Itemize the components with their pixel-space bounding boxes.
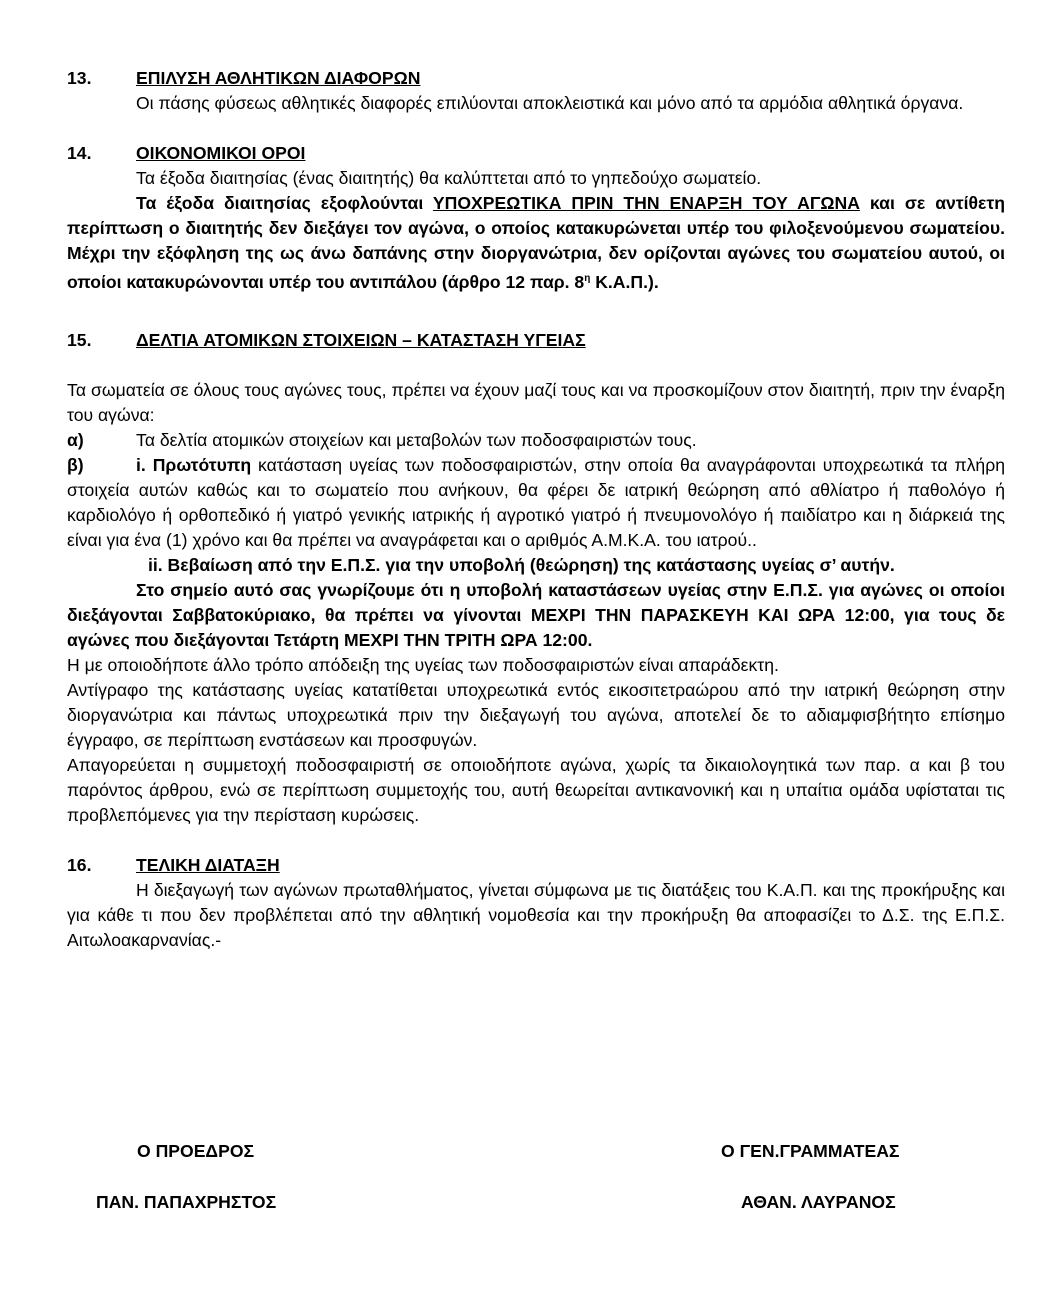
section-title: ΟΙΚΟΝΟΜΙΚΟΙ ΟΡΟΙ [136,143,306,163]
section-13-text: Οι πάσης φύσεως αθλητικές διαφορές επιλύονται αποκλειστικά και μόνο από τα αρμόδια αθλητικά όργανα. [136,93,964,113]
original-emphasis: i. Πρωτότυπη [136,454,252,475]
document-page [67,66,1005,953]
section-14-paragraph-2 [67,191,1005,295]
item-text: Τα δελτία ατομικών στοιχείων και μεταβολών των ποδοσφαιριστών τους. [136,429,697,450]
section-13-heading [67,66,1005,91]
section-14-paragraph-1: Τα έξοδα διαιτησίας (ένας διαιτητής) θα καλύπτεται από το γηπεδούχο σωματείο. [136,168,762,188]
section-number: 16. [67,854,92,875]
section-16-heading [67,853,1005,878]
list-item-b-ii: ii. Βεβαίωση από την Ε.Π.Σ. για την υποβολή (θεώρηση) της κατάστασης υγείας σ’ αυτήν. [148,554,895,575]
section-number: 14. [67,143,92,163]
item-text: κατάσταση υγείας των ποδοσφαιριστών, στην οποία θα αναγράφονται υποχρεωτικά τα πλήρη στοιχεία αυτών καθώς και το σωματείο που ανήκουν, θα φέρει δε ιατρική θεώρηση από αθλίατρο ή παθολόγο ή καρδιολόγο ή ορθοπεδικό ή γιατρό γενικής ιατρικής ή αγροτικό γιατρό ή πνευμονολόγο ή παιδίατρο και η διάρκειά της είναι για ένα (1) χρόνο και θα πρέπει να αναγράφεται και ο αριθμός Α.Μ.Κ.Α. του ιατρού.. [67,454,1005,550]
secretary-role: Ο ΓΕΝ.ΓΡΑΜΜΑΤΕΑΣ [721,1141,900,1161]
president-name: ΠΑΝ. ΠΑΠΑΧΡΗΣΤΟΣ [96,1192,277,1212]
section-15-heading [67,328,1005,353]
ordinal-superscript: η [584,273,591,284]
section-title: ΕΠΙΛΥΣΗ ΑΘΛΗΤΙΚΩΝ ΔΙΑΦΟΡΩΝ [136,68,421,88]
list-item-b [67,453,1005,553]
section-15-other-proof: Η με οποιοδήποτε άλλο τρόπο απόδειξη της υγείας των ποδοσφαιριστών είναι απαράδεκτη. [67,654,779,675]
item-label: β) [67,454,84,475]
secretary-name: ΑΘΑΝ. ΛΑΥΡΑΝΟΣ [741,1192,896,1212]
list-item-a [67,428,1005,453]
section-14-heading [67,141,1005,166]
submission-deadline-notice: Στο σημείο αυτό σας γνωρίζουμε ότι η υποβολή καταστάσεων υγείας στην Ε.Π.Σ. για αγώνες οι οποίοι διεξάγονται Σαββατοκύριακο, θα πρέπει να γίνονται ΜΕΧΡΙ ΤΗΝ ΠΑΡΑΣΚΕΥΗ ΚΑΙ ΩΡΑ 12:00, για τους δε αγώνες που διεξάγονται Τετάρτη ΜΕΧΡΙ ΤΗΝ ΤΡΙΤΗ ΩΡΑ 12:00. [67,579,1005,650]
payment-clause-end: Κ.Α.Π.). [590,271,659,292]
president-role: Ο ΠΡΟΕΔΡΟΣ [137,1141,255,1161]
section-15-intro: Τα σωματεία σε όλους τους αγώνες τους, πρέπει να έχουν μαζί τους και να προσκομίζουν στον διαιτητή, πριν την έναρξη του αγώνα: [67,379,1005,425]
section-15-copy-clause: Αντίγραφο της κατάστασης υγείας κατατίθεται υποχρεωτικά εντός εικοσιτετραώρου από την ιατρική θεώρηση στην διοργανώτρια και πάντως υποχρεωτικά πριν την διεξαγωγή του αγώνα, αποτελεί δε το αδιαμφισβήτητο επίσημο έγγραφο, σε περίπτωση ενστάσεων και προσφυγών. [67,679,1005,750]
section-title: ΔΕΛΤΙΑ ΑΤΟΜΙΚΩΝ ΣΤΟΙΧΕΙΩΝ – ΚΑΤΑΣΤΑΣΗ ΥΓΕΙΑΣ [136,329,586,350]
payment-clause-rest: και σε αντίθετη περίπτωση ο διαιτητής δεν διεξάγει τον αγώνα, ο οποίος κατακυρώνεται υπέρ του φιλοξενούμενου σωματείου. Μέχρι την εξόφληση της ως άνω δαπάνης στην διοργανώτρια, δεν ορίζονται αγώνες του σωματείου αυτού, οι οποίοι κατακυρώνονται υπέρ του αντιπάλου (άρθρο 12 παρ. 8 [67,193,1006,292]
section-16-text: Η διεξαγωγή των αγώνων πρωταθλήματος, γίνεται σύμφωνα με τις διατάξεις του Κ.Α.Π. και της προκήρυξης και για κάθε τι που δεν προβλέπεται από την αθλητική νομοθεσία και την προκήρυξη θα αποφασίζει το Δ.Σ. της Ε.Π.Σ. Αιτωλοακαρνανίας.- [67,879,1005,950]
item-label: α) [67,429,84,450]
section-number: 13. [67,68,92,88]
payment-clause-start: Τα έξοδα διαιτησίας εξοφλούνται [136,193,433,213]
section-15-ban-clause: Απαγορεύεται η συμμετοχή ποδοσφαιριστή σε οποιοδήποτε αγώνα, χωρίς τα δικαιολογητικά των παρ. α και β του παρόντος άρθρου, ενώ σε περίπτωση συμμετοχής του, αυτή θεωρείται αντικανονική και η υπαίτια ομάδα υφίσταται τις προβλεπόμενες για την περίσταση κυρώσεις. [67,754,1005,825]
section-title: ΤΕΛΙΚΗ ΔΙΑΤΑΞΗ [136,854,280,875]
section-number: 15. [67,329,92,350]
payment-deadline-emphasis: ΥΠΟΧΡΕΩΤΙΚΑ ΠΡΙΝ ΤΗΝ ΕΝΑΡΞΗ ΤΟΥ ΑΓΩΝΑ [432,193,860,213]
